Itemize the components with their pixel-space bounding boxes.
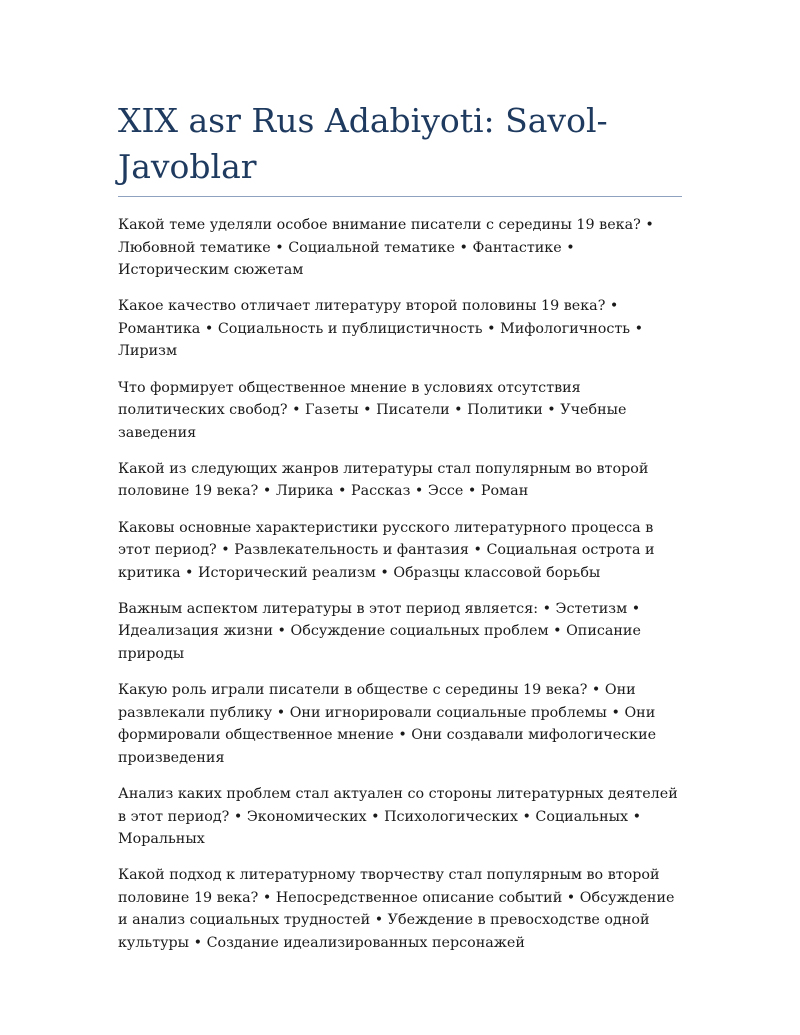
question-item: Важным аспектом литературы в этот период является: • Эстетизм • Идеализация жизни • Обсуждение социальных проблем • Описание природы bbox=[118, 600, 641, 662]
question-item: Какой теме уделяли особое внимание писатели с середины 19 века? • Любовной тематике • Социальной тематике • Фантастике • Историческим сюжетам bbox=[118, 217, 654, 279]
question-item: Что формирует общественное мнение в условиях отсутствия политических свобод? • Газеты • Писатели • Политики • Учебные заведения bbox=[118, 379, 627, 441]
question-item: Какой подход к литературному творчеству стал популярным во второй половине 19 века? • Непосредственное описание событий • Обсуждение и анализ социальных трудностей • Убеждение в превосходстве одной культуры • Создание идеализированных персонажей bbox=[118, 867, 675, 952]
document-page bbox=[118, 98, 682, 968]
question-item: Каковы основные характеристики русского литературного процесса в этот период? • Развлекательность и фантазия • Социальная острота и критика • Исторический реализм • Образцы классовой борьбы bbox=[118, 519, 655, 581]
question-item: Какой из следующих жанров литературы стал популярным во второй половине 19 века? • Лирика • Рассказ • Эссе • Роман bbox=[118, 460, 649, 500]
document-title: XIX asr Rus Adabiyoti: Savol-Javoblar bbox=[118, 98, 682, 197]
question-list bbox=[118, 214, 682, 955]
question-item: Какую роль играли писатели в обществе с середины 19 века? • Они развлекали публику • Они игнорировали социальные проблемы • Они формировали общественное мнение • Они создавали мифологические произведения bbox=[118, 682, 657, 766]
question-item: Анализ каких проблем стал актуален со стороны литературных деятелей в этот период? • Экономических • Психологических • Социальных • Моральных bbox=[118, 785, 678, 848]
question-item: Какое качество отличает литературу второй половины 19 века? • Романтика • Социальность и публицистичность • Мифологичность • Лиризм bbox=[118, 298, 644, 360]
